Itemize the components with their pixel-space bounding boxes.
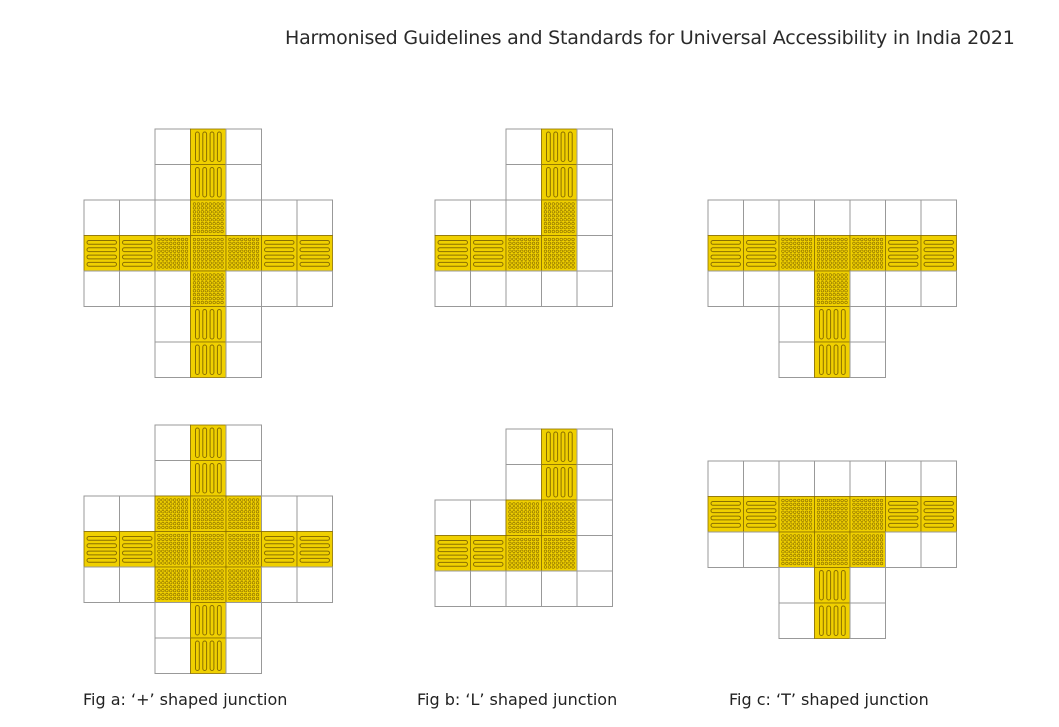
guiding-tile-horizontal: [744, 236, 780, 272]
empty-tile: [226, 638, 262, 674]
warning-tile: [506, 236, 542, 272]
empty-tile: [262, 496, 298, 532]
guiding-tile-horizontal: [708, 497, 744, 533]
warning-tile: [815, 236, 851, 272]
empty-tile: [226, 307, 262, 343]
guiding-tile-horizontal: [435, 236, 471, 272]
empty-tile: [921, 271, 957, 307]
empty-tile: [155, 603, 191, 639]
guiding-tile-horizontal: [435, 536, 471, 572]
empty-tile: [297, 200, 333, 236]
warning-tile: [779, 532, 815, 568]
empty-tile: [297, 271, 333, 307]
empty-tile: [850, 342, 886, 378]
warning-tile: [850, 497, 886, 533]
guiding-tile-vertical: [191, 425, 227, 461]
empty-tile: [779, 603, 815, 639]
empty-tile: [155, 307, 191, 343]
guiding-tile-vertical: [191, 603, 227, 639]
empty-tile: [850, 200, 886, 236]
empty-tile: [850, 603, 886, 639]
empty-tile: [120, 567, 156, 603]
fig-b-top-grid: [435, 129, 613, 307]
empty-tile: [542, 571, 578, 607]
empty-tile: [226, 271, 262, 307]
fig-c-caption: Fig c: ‘T’ shaped junction: [729, 690, 929, 709]
empty-tile: [779, 568, 815, 604]
fig-a-top-grid: [84, 129, 333, 378]
guiding-tile-horizontal: [471, 536, 507, 572]
warning-tile: [191, 496, 227, 532]
warning-tile: [191, 271, 227, 307]
warning-tile: [506, 536, 542, 572]
empty-tile: [577, 165, 613, 201]
warning-tile: [155, 532, 191, 568]
empty-tile: [120, 496, 156, 532]
empty-tile: [850, 461, 886, 497]
guiding-tile-horizontal: [921, 497, 957, 533]
empty-tile: [226, 603, 262, 639]
empty-tile: [886, 532, 922, 568]
empty-tile: [506, 429, 542, 465]
empty-tile: [120, 271, 156, 307]
warning-tile: [155, 236, 191, 272]
warning-tile: [542, 236, 578, 272]
guiding-tile-horizontal: [297, 532, 333, 568]
warning-tile: [506, 500, 542, 536]
fig-c-top-grid: [708, 200, 957, 378]
guiding-tile-vertical: [191, 307, 227, 343]
warning-tile: [815, 532, 851, 568]
guiding-tile-vertical: [815, 342, 851, 378]
guiding-tile-horizontal: [471, 236, 507, 272]
empty-tile: [506, 465, 542, 501]
empty-tile: [226, 425, 262, 461]
guiding-tile-horizontal: [297, 236, 333, 272]
empty-tile: [226, 200, 262, 236]
empty-tile: [577, 429, 613, 465]
empty-tile: [506, 571, 542, 607]
empty-tile: [471, 571, 507, 607]
empty-tile: [886, 461, 922, 497]
empty-tile: [297, 567, 333, 603]
empty-tile: [744, 532, 780, 568]
warning-tile: [191, 567, 227, 603]
guiding-tile-vertical: [542, 465, 578, 501]
empty-tile: [155, 129, 191, 165]
warning-tile: [850, 236, 886, 272]
empty-tile: [155, 200, 191, 236]
empty-tile: [850, 307, 886, 343]
empty-tile: [577, 536, 613, 572]
empty-tile: [744, 200, 780, 236]
empty-tile: [779, 461, 815, 497]
empty-tile: [155, 425, 191, 461]
empty-tile: [744, 271, 780, 307]
empty-tile: [262, 200, 298, 236]
empty-tile: [744, 461, 780, 497]
empty-tile: [577, 500, 613, 536]
fig-b-bottom-grid: [435, 429, 613, 607]
empty-tile: [435, 200, 471, 236]
empty-tile: [84, 271, 120, 307]
empty-tile: [506, 200, 542, 236]
page-title: Harmonised Guidelines and Standards for Universal Accessibility in India 2021: [285, 27, 1015, 49]
guiding-tile-horizontal: [708, 236, 744, 272]
empty-tile: [921, 532, 957, 568]
empty-tile: [779, 307, 815, 343]
empty-tile: [155, 165, 191, 201]
empty-tile: [84, 567, 120, 603]
empty-tile: [708, 532, 744, 568]
warning-tile: [191, 200, 227, 236]
empty-tile: [435, 571, 471, 607]
fig-c-bottom-grid: [708, 461, 957, 639]
guiding-tile-vertical: [191, 165, 227, 201]
empty-tile: [155, 638, 191, 674]
empty-tile: [850, 271, 886, 307]
fig-a-bottom-grid: [84, 425, 333, 674]
empty-tile: [886, 200, 922, 236]
empty-tile: [815, 461, 851, 497]
empty-tile: [577, 200, 613, 236]
empty-tile: [886, 271, 922, 307]
warning-tile: [815, 497, 851, 533]
guiding-tile-horizontal: [262, 236, 298, 272]
empty-tile: [577, 465, 613, 501]
empty-tile: [779, 271, 815, 307]
warning-tile: [779, 236, 815, 272]
empty-tile: [850, 568, 886, 604]
fig-a-caption: Fig a: ‘+’ shaped junction: [83, 690, 288, 709]
guiding-tile-horizontal: [262, 532, 298, 568]
guiding-tile-vertical: [542, 165, 578, 201]
empty-tile: [921, 200, 957, 236]
warning-tile: [155, 496, 191, 532]
warning-tile: [155, 567, 191, 603]
warning-tile: [226, 236, 262, 272]
guiding-tile-horizontal: [886, 497, 922, 533]
empty-tile: [506, 165, 542, 201]
guiding-tile-vertical: [815, 603, 851, 639]
guiding-tile-horizontal: [84, 532, 120, 568]
warning-tile: [779, 497, 815, 533]
empty-tile: [84, 200, 120, 236]
empty-tile: [708, 271, 744, 307]
warning-tile: [226, 496, 262, 532]
empty-tile: [262, 567, 298, 603]
empty-tile: [506, 271, 542, 307]
empty-tile: [226, 461, 262, 497]
guiding-tile-vertical: [191, 461, 227, 497]
empty-tile: [577, 571, 613, 607]
warning-tile: [815, 271, 851, 307]
warning-tile: [542, 536, 578, 572]
empty-tile: [779, 200, 815, 236]
guiding-tile-vertical: [542, 129, 578, 165]
guiding-tile-horizontal: [120, 236, 156, 272]
empty-tile: [84, 496, 120, 532]
guiding-tile-vertical: [542, 429, 578, 465]
guiding-tile-horizontal: [921, 236, 957, 272]
empty-tile: [155, 271, 191, 307]
empty-tile: [435, 271, 471, 307]
empty-tile: [262, 271, 298, 307]
empty-tile: [226, 165, 262, 201]
empty-tile: [506, 129, 542, 165]
empty-tile: [708, 200, 744, 236]
empty-tile: [577, 271, 613, 307]
warning-tile: [850, 532, 886, 568]
warning-tile: [542, 500, 578, 536]
empty-tile: [542, 271, 578, 307]
guiding-tile-vertical: [191, 129, 227, 165]
empty-tile: [921, 461, 957, 497]
guiding-tile-horizontal: [120, 532, 156, 568]
empty-tile: [779, 342, 815, 378]
empty-tile: [435, 500, 471, 536]
empty-tile: [471, 271, 507, 307]
empty-tile: [155, 461, 191, 497]
empty-tile: [577, 129, 613, 165]
empty-tile: [120, 200, 156, 236]
empty-tile: [297, 496, 333, 532]
fig-b-caption: Fig b: ‘L’ shaped junction: [417, 690, 618, 709]
empty-tile: [577, 236, 613, 272]
guiding-tile-vertical: [815, 568, 851, 604]
guiding-tile-vertical: [191, 342, 227, 378]
guiding-tile-horizontal: [84, 236, 120, 272]
empty-tile: [815, 200, 851, 236]
empty-tile: [226, 342, 262, 378]
guiding-tile-vertical: [191, 638, 227, 674]
guiding-tile-horizontal: [744, 497, 780, 533]
warning-tile: [191, 532, 227, 568]
warning-tile: [191, 236, 227, 272]
empty-tile: [155, 342, 191, 378]
guiding-tile-horizontal: [886, 236, 922, 272]
empty-tile: [226, 129, 262, 165]
guiding-tile-vertical: [815, 307, 851, 343]
warning-tile: [542, 200, 578, 236]
warning-tile: [226, 567, 262, 603]
warning-tile: [226, 532, 262, 568]
empty-tile: [471, 500, 507, 536]
empty-tile: [471, 200, 507, 236]
empty-tile: [708, 461, 744, 497]
